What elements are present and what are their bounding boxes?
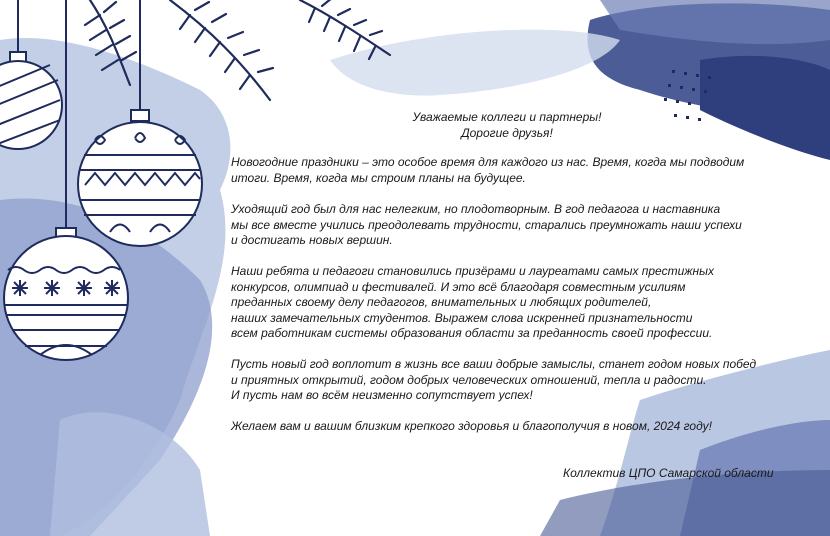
text-line: Пусть новый год воплотит в жизнь все ваши добрые замыслы, станет годом новых побед [231,357,757,371]
text-line: Желаем вам и вашим близким крепкого здоровья и благополучия в новом, 2024 году! [231,419,712,433]
text-line: Уходящий год был для нас нелегким, но плодотворным. В год педагога и наставника [231,202,721,216]
text-line: И пусть нам во всём неизменно сопутствует успех! [231,388,533,402]
paragraph-2 [231,202,742,249]
greeting-line: Дорогие друзья! [461,125,553,140]
paragraph-5 [231,419,712,435]
text-line: и приятных открытий, годом добрых человеческих отношений, тепла и радости. [231,372,707,387]
signature: Коллектив ЦПО Самарской области [563,466,774,480]
text-line: преданных своему делу педагогов, внимательных и любящих родителей, [231,295,652,309]
paragraph-3 [231,264,714,342]
text-line: Новогодние праздники – это особое время для каждого из нас. Время, когда мы подводим [231,155,745,169]
fir-branch [85,0,390,100]
greeting [380,110,634,141]
text-line: конкурсов, олимпиад и фестивалей. И это всё благодаря совместным усилиям [231,279,686,294]
text-line: итоги. Время, когда мы строим планы на будущее. [231,170,526,185]
greeting-line: Уважаемые коллеги и партнеры! [412,110,602,124]
text-line: наших замечательных студентов. Выражем слова искренней признательности [231,310,693,325]
paragraph-1 [231,155,744,186]
text-line: мы все вместе учились преодолевать трудности, старались преумножать наши успехи [231,217,742,232]
text-line: всем работникам системы образования области за преданность своей профессии. [231,326,713,340]
paragraph-4 [231,357,756,404]
text-line: Наши ребята и педагоги становились призёрами и лауреатами самых престижных [231,264,714,278]
text-line: и достигать новых вершин. [231,233,393,247]
